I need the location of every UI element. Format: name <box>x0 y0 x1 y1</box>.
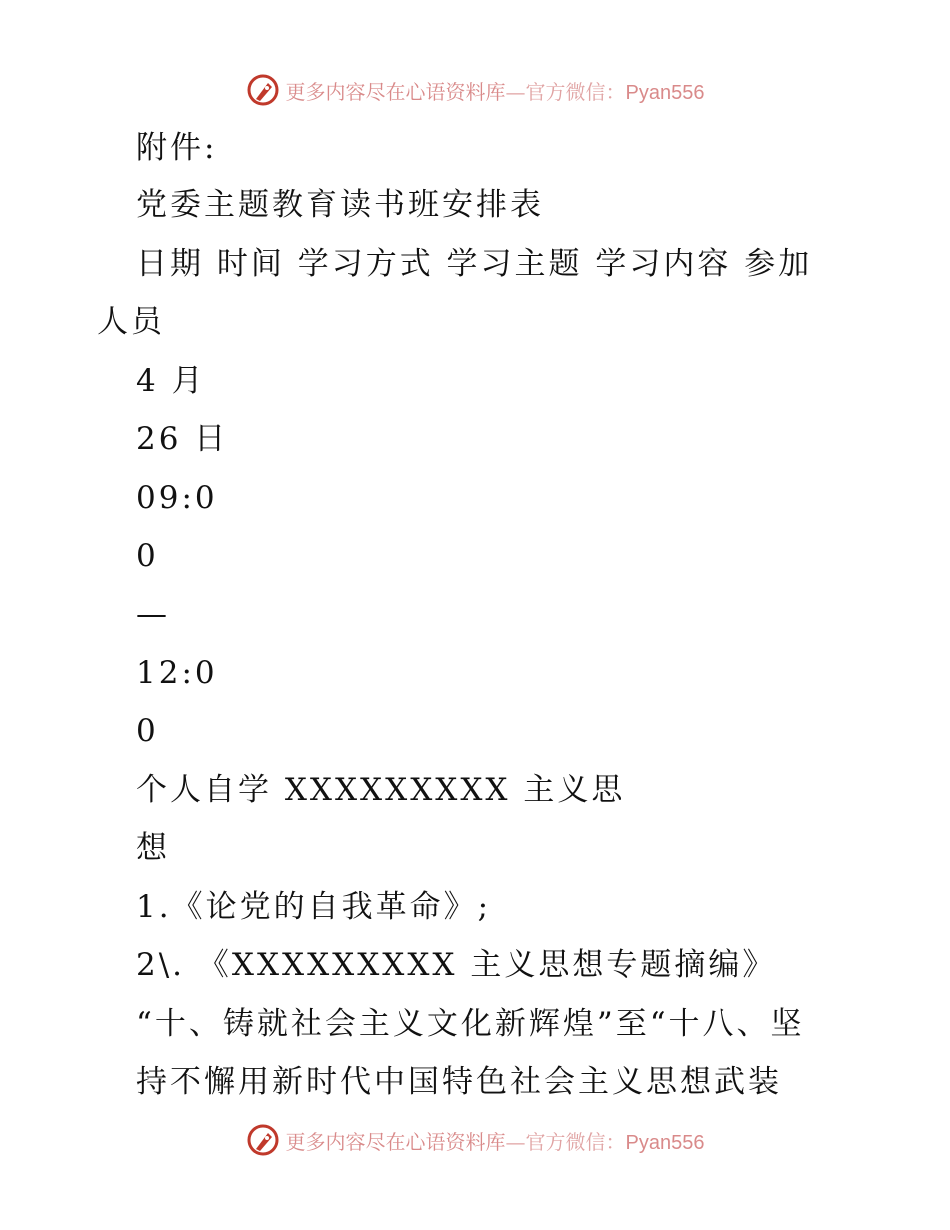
table-header-continuation: 人员 <box>97 304 165 340</box>
time-end-continuation: 0 <box>136 713 159 749</box>
study-method-topic: 个人自学 XXXXXXXXX 主义思 <box>136 772 626 808</box>
time-start-continuation: 0 <box>136 538 159 574</box>
content-item-2-detail-continuation: 持不懈用新时代中国特色社会主义思想武装 <box>136 1064 782 1100</box>
document-title: 党委主题教育读书班安排表 <box>136 187 544 223</box>
attachment-label: 附件: <box>136 130 218 166</box>
content-item-2: 2\. 《XXXXXXXXX 主义思想专题摘编》 <box>136 947 777 983</box>
pen-nib-logo-icon <box>246 1123 280 1157</box>
pen-nib-logo-icon <box>246 73 280 107</box>
date-day: 26 日 <box>136 421 229 457</box>
header-watermark <box>0 70 950 110</box>
date-month: 4 月 <box>136 363 206 399</box>
time-dash: — <box>136 596 170 632</box>
content-item-1: 1.《论党的自我革命》; <box>136 889 492 925</box>
table-header-line: 日期 时间 学习方式 学习主题 学习内容 参加 <box>136 246 813 282</box>
watermark-text: 更多内容尽在心语资料库—官方微信：Pyan556 <box>285 79 705 104</box>
study-topic-continuation: 想 <box>136 830 170 866</box>
watermark-text: 更多内容尽在心语资料库—官方微信：Pyan556 <box>285 1129 705 1154</box>
time-end: 12:0 <box>136 655 218 691</box>
content-item-2-detail: “十、铸就社会主义文化新辉煌”至“十八、坚 <box>136 1006 805 1042</box>
time-start: 09:0 <box>136 480 218 516</box>
footer-watermark <box>0 1120 950 1160</box>
